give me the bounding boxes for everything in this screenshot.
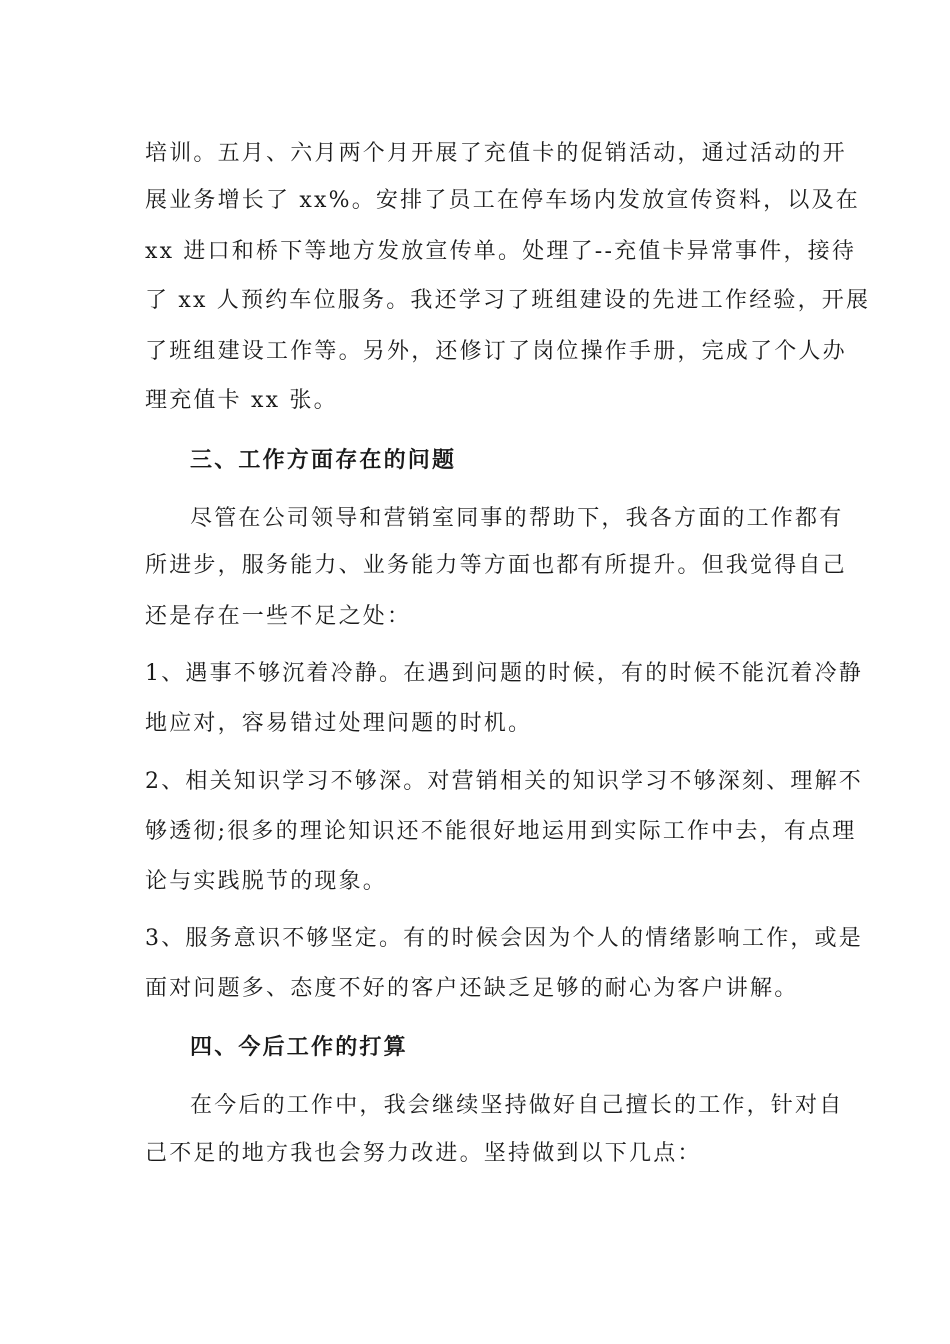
text-line: 地应对，容易错过处理问题的时机。 <box>145 711 533 736</box>
text-line: 够透彻;很多的理论知识还不能很好地运用到实际工作中去，有点理 <box>145 819 857 844</box>
text-line: 理充值卡 xx 张。 <box>145 388 338 413</box>
text-line: 培训。五月、六月两个月开展了充值卡的促销活动，通过活动的开 <box>145 141 847 166</box>
text-line: 了 xx 人预约车位服务。我还学习了班组建设的先进工作经验，开展 <box>145 288 871 313</box>
text-line: 1、遇事不够沉着冷静。在遇到问题的时候，有的时候不能沉着冷静 <box>145 661 863 686</box>
text-line: 在今后的工作中，我会继续坚持做好自己擅长的工作，针对自 <box>190 1093 844 1118</box>
text-line: 了班组建设工作等。另外，还修订了岗位操作手册，完成了个人办 <box>145 339 847 364</box>
text-line: 还是存在一些不足之处： <box>145 604 412 629</box>
section-heading-future-plans: 四、今后工作的打算 <box>190 1034 408 1060</box>
text-line: 己不足的地方我也会努力改进。坚持做到以下几点： <box>145 1141 702 1166</box>
text-line: 面对问题多、态度不好的客户还缺乏足够的耐心为客户讲解。 <box>145 976 799 1001</box>
text-line: 2、相关知识学习不够深。对营销相关的知识学习不够深刻、理解不 <box>145 769 863 794</box>
text-line: 3、服务意识不够坚定。有的时候会因为个人的情绪影响工作，或是 <box>145 926 863 951</box>
section-heading-problems: 三、工作方面存在的问题 <box>190 447 457 473</box>
text-line: 论与实践脱节的现象。 <box>145 869 388 894</box>
text-line: 所进步，服务能力、业务能力等方面也都有所提升。但我觉得自己 <box>145 553 847 578</box>
text-line: 尽管在公司领导和营销室同事的帮助下，我各方面的工作都有 <box>190 506 844 531</box>
text-line: xx 进口和桥下等地方发放宣传单。处理了--充值卡异常事件，接待 <box>145 239 857 264</box>
text-line: 展业务增长了 xx%。安排了员工在停车场内发放宣传资料，以及在 <box>145 188 860 213</box>
